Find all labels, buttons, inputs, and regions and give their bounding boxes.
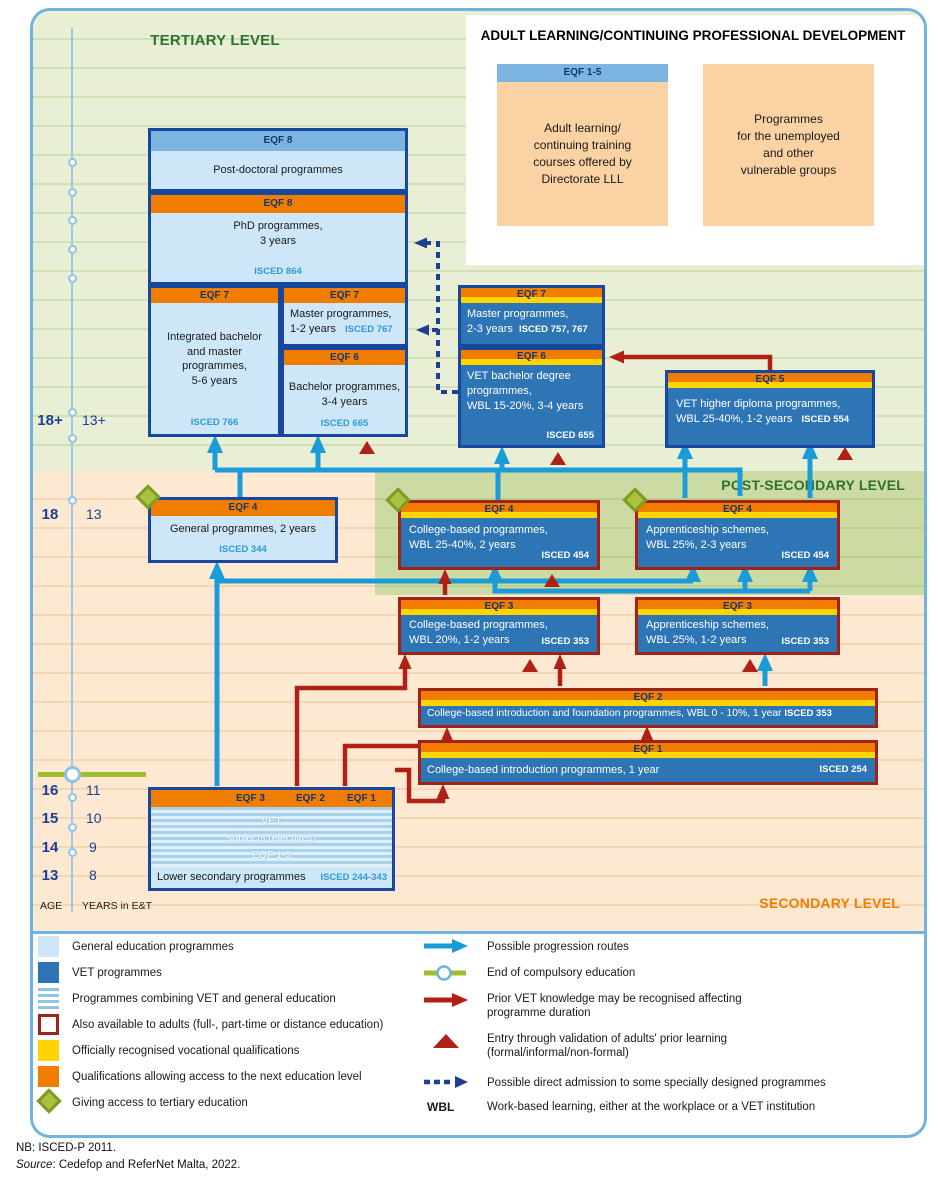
adults-available-swatch	[38, 1014, 59, 1035]
phd-line: PhD programmes,	[233, 220, 323, 232]
eqf6-header: EQF 6	[284, 350, 405, 365]
year-13plus: 13+	[82, 412, 106, 428]
isced-code: ISCED 767	[345, 323, 393, 335]
adult-line: vulnerable groups	[740, 163, 837, 177]
isced-code: ISCED 353	[541, 636, 589, 647]
isced-code: ISCED 766	[190, 417, 239, 428]
legend-label: General education programmes	[72, 941, 234, 953]
adult-line: continuing training	[533, 138, 632, 152]
isced-code: ISCED 665	[320, 418, 369, 429]
eqf-1-5-header: EQF 1-5	[497, 64, 668, 82]
phd-line: 3 years	[259, 234, 297, 247]
eqf7-header: EQF 7	[461, 288, 602, 303]
lower-secondary-header	[151, 790, 392, 807]
line: Master programmes,	[467, 308, 569, 320]
eqf2-label: EQF 2	[296, 793, 325, 804]
legend-label: Officially recognised vocational qualifications	[72, 1045, 300, 1057]
vet-electives-label	[151, 807, 392, 867]
year-8: 8	[89, 867, 97, 883]
box-integrated-bachelor-master	[148, 285, 281, 437]
line: Apprenticeship schemes,	[646, 619, 769, 631]
secondary-level-title: SECONDARY LEVEL	[759, 895, 900, 911]
age-13: 13	[41, 867, 59, 884]
line: Apprenticeship schemes,	[646, 524, 769, 536]
isced-code: ISCED 353	[784, 708, 832, 719]
adult-line: and other	[763, 146, 814, 160]
adult-line: courses offered by	[533, 155, 632, 169]
adult-line: Directorate LLL	[541, 172, 624, 186]
general-education-swatch	[38, 936, 59, 957]
age-15: 15	[41, 810, 59, 827]
vocational-qualifications-swatch	[38, 1040, 59, 1061]
eqf7-header: EQF 7	[284, 288, 405, 303]
age-axis-label: AGE	[40, 900, 63, 912]
legend-label: Possible direct admission to some specially designed programmes	[487, 1077, 826, 1089]
line: WBL 25-40%, 1-2 years ISCED 554	[676, 413, 850, 425]
integrated-label	[151, 330, 278, 388]
isced-code: ISCED 864	[254, 266, 302, 277]
isced-code: ISCED 554	[801, 414, 850, 425]
postdoctoral-label: Post-doctoral programmes	[213, 163, 343, 176]
line: WBL 20%, 1-2 years	[409, 634, 510, 646]
line: EQF 1-3	[251, 849, 292, 861]
eqf4-header: EQF 4	[638, 503, 837, 518]
isced-code: ISCED 454	[781, 550, 829, 561]
access-next-level-swatch	[38, 1066, 59, 1087]
box-vet-bachelor	[458, 347, 605, 448]
bachelor-label	[284, 380, 405, 409]
legend-label: Programmes combining VET and general education	[72, 993, 336, 1005]
line: VET higher diploma programmes,	[676, 398, 841, 410]
line: and master	[186, 345, 243, 358]
legend-label: Possible progression routes	[487, 941, 629, 953]
line: WBL 25%, 1-2 years	[646, 634, 747, 646]
combined-programmes-swatch	[38, 988, 59, 1009]
legend-label: End of compulsory education	[487, 967, 636, 979]
line: WBL 25-40%, 2 years	[409, 539, 516, 551]
box-phd	[148, 192, 408, 285]
line: VET bachelor degree	[467, 370, 571, 382]
age-18: 18	[41, 506, 59, 523]
vet-bachelor-label	[467, 369, 600, 414]
legend-label: Work-based learning, either at the workplace or a VET institution	[487, 1101, 816, 1113]
source-text: : Cedefop and ReferNet Malta, 2022.	[52, 1159, 241, 1171]
box-introduction-eqf1	[418, 740, 878, 785]
line: College-based programmes,	[409, 524, 548, 536]
year-9: 9	[89, 839, 97, 855]
eqf3-header: EQF 3	[638, 600, 837, 615]
box-apprenticeship-eqf3	[635, 597, 840, 655]
legend-label: Giving access to tertiary education	[72, 1097, 248, 1109]
blue-arrow-symbol	[422, 938, 472, 954]
nb-note: NB: ISCED-P 2011.	[16, 1142, 116, 1154]
red-triangle-symbol	[430, 1032, 464, 1050]
line: College-based programmes,	[409, 619, 548, 631]
isced-code: ISCED 655	[546, 430, 594, 441]
legend-label: Qualifications allowing access to the next education level	[72, 1071, 362, 1083]
eqf3-header: EQF 3	[401, 600, 597, 615]
introduction-label: College-based introduction programmes, 1 year	[427, 764, 660, 776]
box-bachelor-programmes	[281, 347, 408, 437]
eqf6-header: EQF 6	[461, 350, 602, 365]
isced-code: ISCED 757, 767	[518, 324, 588, 335]
vet-diploma-label	[676, 397, 870, 427]
isced-code: ISCED 454	[541, 550, 589, 561]
box-college-eqf3	[398, 597, 600, 655]
year-13: 13	[86, 506, 102, 522]
isced-code: ISCED 244-343	[320, 872, 387, 883]
source-note	[16, 1159, 240, 1171]
isced-code: ISCED 353	[781, 636, 829, 647]
foundation-label: College-based introduction and foundation programmes, WBL 0 - 10%, 1 year ISCED 353	[427, 708, 832, 719]
box-college-eqf4	[398, 500, 600, 570]
eqf1-label: EQF 1	[347, 793, 376, 804]
post-secondary-level-title: POST-SECONDARY LEVEL	[721, 477, 905, 493]
year-11: 11	[86, 782, 101, 798]
line: WBL 15-20%, 3-4 years	[467, 400, 584, 412]
legend-label: Entry through validation of adults' prior learning (formal/informal/non-formal)	[487, 1033, 728, 1059]
legend-label: Prior VET knowledge may be recognised affecting programme duration	[487, 993, 742, 1019]
age-18plus: 18+	[37, 412, 63, 429]
age-16: 16	[41, 782, 59, 799]
box-postdoctoral	[148, 128, 408, 192]
year-10: 10	[86, 810, 102, 826]
box-vet-master	[458, 285, 605, 347]
eqf1-header: EQF 1	[421, 743, 875, 758]
general-programmes-label: General programmes, 2 years	[169, 523, 317, 535]
box-foundation-eqf2	[418, 688, 878, 728]
eqf3-label: EQF 3	[236, 793, 265, 804]
adult-line: Adult learning/	[544, 121, 621, 135]
box-lower-secondary	[148, 787, 395, 891]
adult-line: for the unemployed	[737, 129, 840, 143]
isced-code: ISCED 344	[219, 544, 267, 555]
line: VET	[261, 815, 282, 827]
eqf4-header: EQF 4	[151, 500, 335, 516]
master-label	[290, 307, 403, 337]
line: WBL 25%, 2-3 years	[646, 539, 747, 551]
years-axis-label: YEARS in E&T	[82, 900, 153, 912]
line: subjects (electives)	[226, 832, 317, 844]
eqf5-header: EQF 5	[668, 373, 872, 388]
vet-master-label	[467, 307, 600, 337]
vet-programmes-swatch	[38, 962, 59, 983]
eqf8-header: EQF 8	[151, 195, 405, 213]
eqf8-header: EQF 8	[151, 131, 405, 151]
adult-learning-title: ADULT LEARNING/CONTINUING PROFESSIONAL DEVELOPMENT	[480, 28, 906, 43]
line: programmes,	[467, 385, 532, 397]
end-compulsory-symbol	[422, 964, 472, 982]
age-14: 14	[41, 839, 59, 856]
wbl-abbr: WBL	[427, 1100, 455, 1114]
eqf2-header: EQF 2	[421, 691, 875, 706]
line: Integrated bachelor	[167, 331, 262, 343]
line: programmes,	[182, 360, 247, 372]
adult-line: Programmes	[754, 112, 823, 126]
phd-label	[151, 219, 405, 248]
source-label: Source	[16, 1159, 53, 1171]
isced-code: ISCED 254	[819, 764, 867, 775]
legend-label: Also available to adults (full-, part-time or distance education)	[72, 1019, 384, 1031]
lower-secondary-strip	[151, 867, 392, 888]
line: 2-3 years ISCED 757, 767	[467, 323, 588, 335]
eqf7-header: EQF 7	[151, 288, 278, 303]
tertiary-level-title: TERTIARY LEVEL	[150, 32, 280, 49]
lower-secondary-label: Lower secondary programmes	[157, 871, 306, 883]
line: Bachelor programmes,	[288, 381, 401, 393]
box-apprenticeship-eqf4	[635, 500, 840, 570]
line: Master programmes,	[290, 308, 392, 320]
apprenticeship-eqf4-label	[646, 523, 835, 553]
line: 3-4 years	[321, 395, 368, 408]
eqf4-header: EQF 4	[401, 503, 597, 518]
line: 1-2 years ISCED 767	[290, 322, 393, 335]
legend-divider	[33, 931, 924, 934]
college-eqf4-label	[409, 523, 595, 553]
line: 5-6 years	[191, 374, 238, 387]
legend-label: VET programmes	[72, 967, 162, 979]
box-general-programmes	[148, 497, 338, 563]
box-vet-higher-diploma	[665, 370, 875, 448]
red-arrow-symbol	[422, 992, 472, 1008]
dashed-arrow-symbol	[422, 1074, 472, 1090]
box-master-programmes	[281, 285, 408, 347]
